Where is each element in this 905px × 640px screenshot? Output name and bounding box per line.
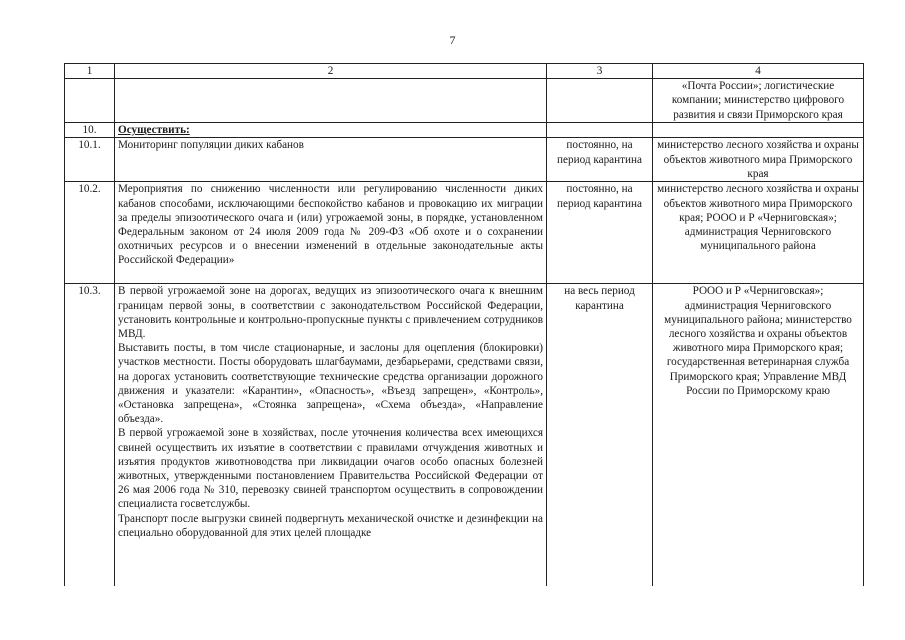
row-task [115,79,547,123]
table-header-row [65,64,864,79]
column-header-4: 4 [653,64,864,79]
row-responsible: «Почта России»; логистические компании; министерство цифрового развития и связи Приморского края [653,79,864,123]
section-title-cell [115,123,547,138]
row-task [115,284,547,587]
row-task: Мониторинг популяции диких кабанов [115,138,547,182]
row-term [547,79,653,123]
table-row-section [65,123,864,138]
section-empty-term [547,123,653,138]
column-header-1: 1 [65,64,115,79]
task-paragraph: Выставить посты, в том числе стационарные, и заслоны для оцепления (блокировки) участков местности. Посты оборудовать шлагбаумами, дезбарьерами, средствами связи, на дорогах установить соответствующие технические средства организации дорожного движения и указатели: «Карантин», «Опасность», «Въезд запрещен», «Контроль», «Остановка запрещена», «Стоянка запрещена», «Схема объезда», «Направление объезда». [118,342,543,426]
task-paragraph: В первой угрожаемой зоне в хозяйствах, после уточнения количества всех имеющихся свиней осуществить их изъятие в соответствии с правилами отчуждения животных и изъятия продуктов животноводства при ликвидации очагов особо опасных болезней животных, утвержденными постановлением Правительства Российской Федерации от 26 мая 2006 года № 310, перевозку свиней транспортом осуществить в сопровождении специалиста госветслужбы. [118,427,543,511]
task-paragraph: В первой угрожаемой зоне на дорогах, ведущих из эпизоотического очага к внешним границам первой зоны, в соответствии с законодательством Российской Федерации, установить контрольные и контрольно-пропускные пункты с привлечением сотрудников МВД. [118,285,543,341]
row-term: постоянно, на период карантина [547,182,653,284]
row-number: 10.1. [65,138,115,182]
section-number: 10. [65,123,115,138]
row-number [65,79,115,123]
section-empty-responsible [653,123,864,138]
row-responsible: РООО и Р «Черниговская»; администрация Черниговского муниципального района; министерство лесного хозяйства и охраны объектов животного мира Приморского края; государственная ветеринарная служба Приморского края; Управление МВД России по Приморскому краю [653,284,864,587]
measures-table [64,63,864,586]
column-header-3: 3 [547,64,653,79]
table-row [65,284,864,587]
row-term: постоянно, на период карантина [547,138,653,182]
table-row [65,182,864,284]
row-term: на весь период карантина [547,284,653,587]
table-row [65,138,864,182]
row-number: 10.2. [65,182,115,284]
row-number: 10.3. [65,284,115,587]
page-number: 7 [449,33,456,47]
table-row-continuation [65,79,864,123]
row-responsible: министерство лесного хозяйства и охраны объектов животного мира Приморского края; РООО и Р «Черниговская»; администрация Черниговского муниципального района [653,182,864,284]
row-responsible: министерство лесного хозяйства и охраны объектов животного мира Приморского края [653,138,864,182]
section-title: Осуществить: [118,124,190,137]
column-header-2: 2 [115,64,547,79]
task-paragraph: Транспорт после выгрузки свиней подвергнуть механической очистке и дезинфекции на специально оборудованной для этих целей площадке [118,512,543,539]
row-task: Мероприятия по снижению численности или регулированию численности диких кабанов способами, исключающими беспокойство кабанов и провокацию их миграции за пределы эпизоотического очага и (или) угрожаемой зоны, в порядке, установленном Федеральным законом от 24 июля 2009 года № 209-ФЗ «Об охоте и о сохранении охотничьих ресурсов и о внесении изменений в отдельные законодательные акты Российской Федерации» [115,182,547,284]
